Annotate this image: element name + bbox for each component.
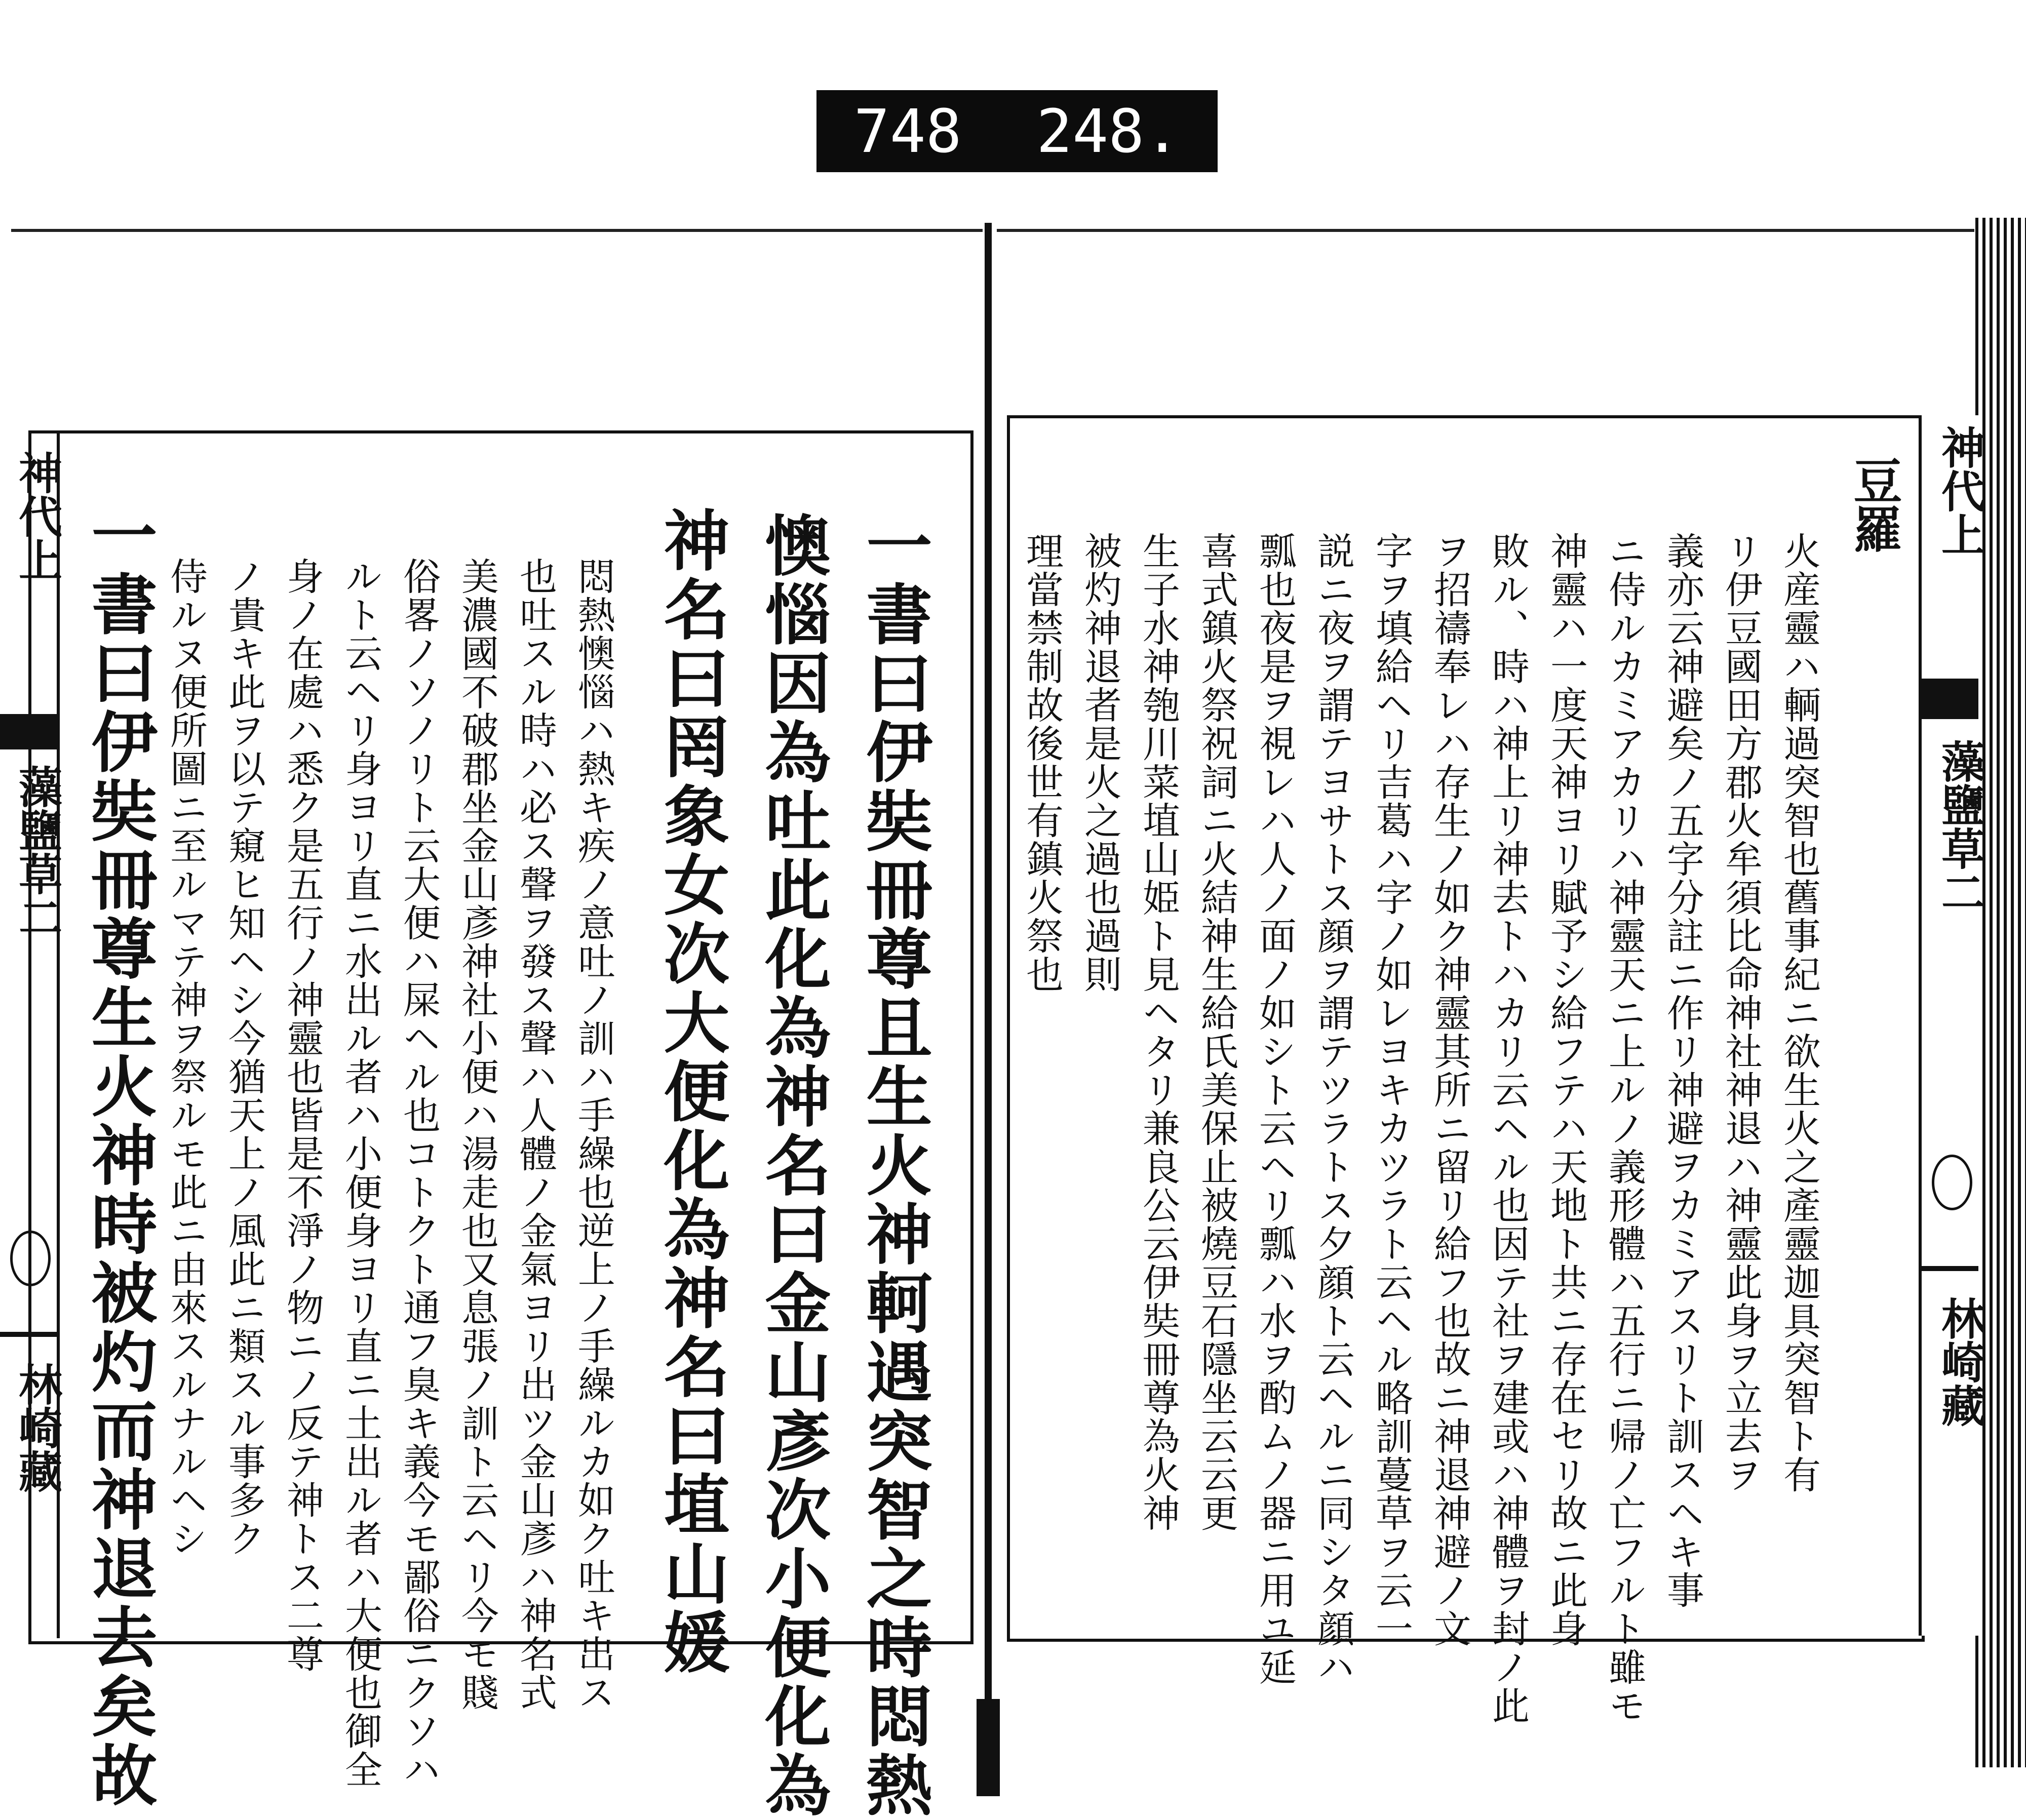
margin-right-bottom: 林崎藏 [1934,1296,1985,1427]
right-col-14: 理當禁制故後世有鎮火祭也 [1020,532,1064,994]
frame-number-primary: 748 [853,96,962,166]
left-small-col-5-text: ルト云ヘリ身ヨリ直ニ水出ル者ハ小便身ヨリ直ニ土出ル者ハ大便也御全 [339,557,382,1789]
right-col-6: 敗ル、時ハ神上リ神去トハカリ云ヘル也因テ社ヲ建或ハ神體ヲ封ノ此 [1486,532,1530,1725]
left-small-col-1-text: 悶熱懊惱ハ熱キ疾ノ意吐ノ訓ハ手繰也逆上ノ手繰ルカ如ク吐キ出ス [572,557,615,1712]
left-small-col-3-text: 美濃國不破郡坐金山彥神社小便ハ湯走也又息張ノ訓ト云ヘリ今モ賤 [455,557,499,1712]
margin-left-middle: 藻鹽草二 [11,765,62,939]
left-big-col-2-text: 懊惱因為吐此化為神名曰金山彥次小便化為 [754,511,832,1820]
right-col-9: 説ニ夜ヲ謂テヨサトス顔ヲ謂テツラトス夕顔ト云ヘルニ同シタ顔ハ [1311,532,1355,1686]
margin-right-band [1922,679,1978,719]
right-col-3: 義亦云神避矣ノ五字分註ニ作リ神避ヲカミアスリト訓スヘキ事 [1661,532,1704,1609]
right-col-12: 生子水神匏川菜埴山姫ト見ヘタリ兼良公云伊奘冊尊為火神 [1137,532,1180,1532]
right-col-10: 瓢也夜是ヲ視レハ人ノ面ノ如シト云ヘリ瓢ハ水ヲ酌ムノ器ニ用ユ延 [1253,532,1297,1686]
left-big-col-1-text: 一書曰伊奘冊尊且生火神軻遇突智之時悶熱 [855,511,933,1820]
left-small-col-4-text: 俗畧ノソノリト云大便ハ屎ヘル也コトクト通フ臭キ義今モ鄙俗ニクソハ [397,557,441,1789]
margin-right-rule [1922,1266,1978,1271]
margin-left-bottom: 林崎藏 [11,1362,62,1493]
frame-number-label [816,90,1218,172]
left-small-col-6-text: 身ノ在處ハ悉ク是五行ノ神靈也皆是不淨ノ物ニノ反テ神トス二尊 [281,557,324,1673]
margin-left-top: 神代上 [11,451,62,581]
frame-number-secondary: 248. [1036,96,1181,166]
left-small-col-7-text: ノ貴キ此ヲ以テ窺ヒ知ヘシ今猶天上ノ風此ニ類スル事多ク [222,557,266,1558]
left-big-col-3-text: 神名曰罔象女次大便化為神名曰埴山媛 [653,506,730,1677]
right-margin-header [1919,415,1985,1636]
right-col-1: 火産靈ハ輌過突智也舊事紀ニ欲生火之產靈迦具突智ト有 [1777,532,1821,1494]
margin-right-circle-icon [1932,1155,1972,1210]
margin-right-middle: 藻鹽草二 [1934,739,1985,914]
right-col-4: ニ侍ルカミアカリハ神靈天ニ上ルノ義形體ハ五行ニ帰ノ亡フルト雖モ [1603,532,1646,1725]
right-heading: 豆羅 [1846,456,1903,553]
left-small-col-2-text: 也吐スル時ハ必ス聲ヲ發ス聲ハ人體ノ金氣ヨリ出ツ金山彥ハ神名式 [514,557,557,1712]
margin-right-top: 神代上 [1934,425,1985,556]
right-col-11: 喜式鎮火祭祝詞ニ火結神生給氏美保止被燒豆石隱坐云云更 [1195,532,1238,1532]
left-small-col-8-text: 侍ルヌ便所圖ニ至ルマテ神ヲ祭ルモ此ニ由來スルナルヘシ [164,557,208,1558]
right-col-7: ヲ招禱奉レハ存生ノ如ク神靈其所ニ留リ給フ也故ニ神退神避ノ文 [1428,532,1471,1648]
left-big-col-last-text: 一書曰伊奘冊尊生火神時被灼而神退去矣故 [81,501,158,1810]
book-spine [985,223,992,1796]
right-col-13: 被灼神退者是火之過也過則 [1078,532,1122,994]
right-col-2: リ伊豆國田方郡火牟須比命神社神退ハ神靈此身ヲ立去ヲ [1719,532,1763,1494]
spine-tassel [977,1699,1000,1796]
right-col-8: 字ヲ填給ヘリ吉葛ハ字ノ如レヨキカツラト云ヘル略訓蔓草ヲ云一 [1370,532,1413,1648]
right-col-5: 神靈ハ一度天神ヨリ賦予シ給フテハ天地ト共ニ存在セリ故ニ此身 [1544,532,1588,1648]
